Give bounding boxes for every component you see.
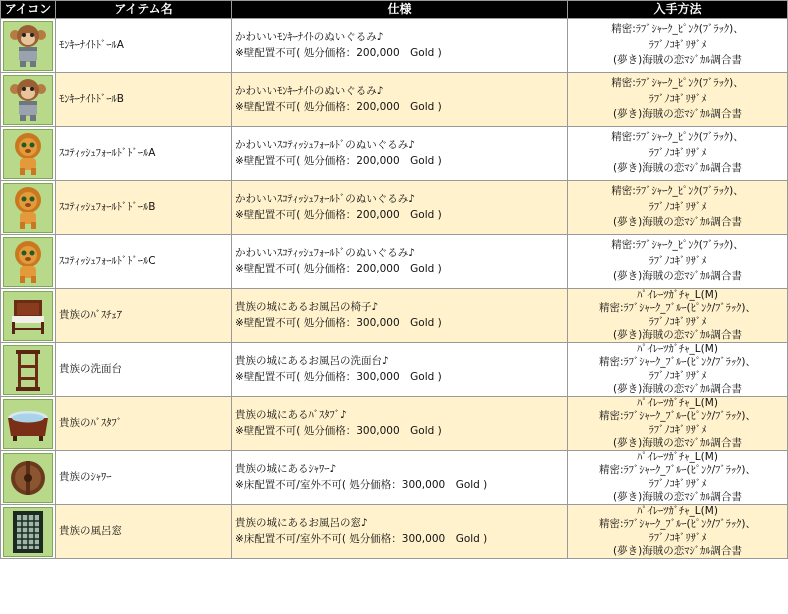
item-name: ｽｺﾃｨｯｼｭﾌｫｰﾙﾄﾞﾄﾞｰﾙB xyxy=(56,181,232,235)
obtain-line: ﾊﾟｲﾚｰﾂｶﾞﾁｬ_L(M) xyxy=(637,343,718,356)
table-row xyxy=(1,127,788,181)
bath-chair-icon xyxy=(3,291,53,341)
obtain-line: 精密:ﾗﾌﾞｼｬｰｸ_ﾌﾞﾙｰ(ﾋﾟﾝｸ/ﾌﾞﾗｯｸ)、 xyxy=(598,518,757,531)
obtain-line: 精密:ﾗﾌﾞｼｬｰｸ_ﾋﾟﾝｸ(ﾌﾞﾗｯｸ)、 xyxy=(611,23,744,36)
item-icon-cell xyxy=(1,235,56,289)
item-obtain xyxy=(568,73,788,127)
obtain-line: (夢き)海賊の恋ﾏｼﾞｶﾙ調合書 xyxy=(613,382,742,395)
spec-note: ※壁配置不可( 処分価格：300,000 Gold ) xyxy=(235,316,442,329)
spec-note: ※壁配置不可( 処分価格：200,000 Gold ) xyxy=(235,46,442,59)
obtain-line: ﾗﾌﾞﾉｺｷﾞﾘｻﾞﾒ xyxy=(648,315,707,328)
item-icon-cell xyxy=(1,505,56,559)
table-row xyxy=(1,181,788,235)
obtain-line: (夢き)海賊の恋ﾏｼﾞｶﾙ調合書 xyxy=(613,328,742,341)
obtain-line: ﾗﾌﾞﾉｺｷﾞﾘｻﾞﾒ xyxy=(648,369,707,382)
obtain-line: (夢き)海賊の恋ﾏｼﾞｶﾙ調合書 xyxy=(613,216,742,229)
item-spec xyxy=(232,73,568,127)
header-spec: 仕様 xyxy=(232,1,568,19)
table-row xyxy=(1,19,788,73)
spec-description: 貴族の城にあるｼｬﾜｰ♪ xyxy=(235,463,337,475)
spec-description: 貴族の城にあるお風呂の椅子♪ xyxy=(235,301,379,313)
obtain-line: ﾗﾌﾞﾉｺｷﾞﾘｻﾞﾒ xyxy=(648,423,707,436)
item-name: 貴族の風呂窓 xyxy=(56,505,232,559)
item-obtain xyxy=(568,343,788,397)
washstand-icon xyxy=(3,345,53,395)
obtain-line: (夢き)海賊の恋ﾏｼﾞｶﾙ調合書 xyxy=(613,270,742,283)
lion-doll-icon xyxy=(3,129,53,179)
spec-note: ※壁配置不可( 処分価格：200,000 Gold ) xyxy=(235,100,442,113)
item-spec xyxy=(232,505,568,559)
item-obtain xyxy=(568,289,788,343)
spec-note: ※床配置不可/室外不可( 処分価格：300,000 Gold ) xyxy=(235,532,488,545)
obtain-line: 精密:ﾗﾌﾞｼｬｰｸ_ﾋﾟﾝｸ(ﾌﾞﾗｯｸ)、 xyxy=(611,77,744,90)
monkey-doll-icon xyxy=(3,21,53,71)
item-spec xyxy=(232,451,568,505)
item-icon-cell xyxy=(1,289,56,343)
spec-description: かわいいｽｺﾃｨｯｼｭﾌｫｰﾙﾄﾞのぬいぐるみ♪ xyxy=(235,139,415,151)
item-icon-cell xyxy=(1,73,56,127)
obtain-line: 精密:ﾗﾌﾞｼｬｰｸ_ﾌﾞﾙｰ(ﾋﾟﾝｸ/ﾌﾞﾗｯｸ)、 xyxy=(598,302,757,315)
spec-note: ※壁配置不可( 処分価格：200,000 Gold ) xyxy=(235,262,442,275)
spec-description: かわいいｽｺﾃｨｯｼｭﾌｫｰﾙﾄﾞのぬいぐるみ♪ xyxy=(235,247,415,259)
header-row xyxy=(1,1,788,19)
item-name: ｽｺﾃｨｯｼｭﾌｫｰﾙﾄﾞﾄﾞｰﾙC xyxy=(56,235,232,289)
item-spec xyxy=(232,343,568,397)
item-name: ﾓﾝｷｰﾅｲﾄﾄﾞｰﾙA xyxy=(56,19,232,73)
obtain-line: ﾗﾌﾞﾉｺｷﾞﾘｻﾞﾒ xyxy=(648,531,707,544)
table-row xyxy=(1,343,788,397)
item-name: ﾓﾝｷｰﾅｲﾄﾄﾞｰﾙB xyxy=(56,73,232,127)
item-obtain xyxy=(568,397,788,451)
obtain-line: ﾗﾌﾞﾉｺｷﾞﾘｻﾞﾒ xyxy=(648,38,707,51)
item-spec xyxy=(232,19,568,73)
item-name: ｽｺﾃｨｯｼｭﾌｫｰﾙﾄﾞﾄﾞｰﾙA xyxy=(56,127,232,181)
table-row xyxy=(1,235,788,289)
obtain-line: (夢き)海賊の恋ﾏｼﾞｶﾙ調合書 xyxy=(613,436,742,449)
item-spec xyxy=(232,181,568,235)
spec-description: かわいいﾓﾝｷｰﾅｲﾄのぬいぐるみ♪ xyxy=(235,85,384,97)
obtain-line: ﾗﾌﾞﾉｺｷﾞﾘｻﾞﾒ xyxy=(648,146,707,159)
table-row xyxy=(1,73,788,127)
table-row xyxy=(1,505,788,559)
item-obtain xyxy=(568,235,788,289)
spec-description: 貴族の城にあるﾊﾞｽﾀﾌﾞ♪ xyxy=(235,409,347,421)
item-icon-cell xyxy=(1,343,56,397)
obtain-line: ﾊﾟｲﾚｰﾂｶﾞﾁｬ_L(M) xyxy=(637,289,718,302)
obtain-line: 精密:ﾗﾌﾞｼｬｰｸ_ﾌﾞﾙｰ(ﾋﾟﾝｸ/ﾌﾞﾗｯｸ)、 xyxy=(598,356,757,369)
item-spec xyxy=(232,289,568,343)
item-name: 貴族のﾊﾞｽﾀﾌﾞ xyxy=(56,397,232,451)
item-name: 貴族の洗面台 xyxy=(56,343,232,397)
item-spec xyxy=(232,127,568,181)
obtain-line: (夢き)海賊の恋ﾏｼﾞｶﾙ調合書 xyxy=(613,54,742,67)
obtain-line: 精密:ﾗﾌﾞｼｬｰｸ_ﾋﾟﾝｸ(ﾌﾞﾗｯｸ)、 xyxy=(611,239,744,252)
obtain-line: (夢き)海賊の恋ﾏｼﾞｶﾙ調合書 xyxy=(613,108,742,121)
obtain-line: 精密:ﾗﾌﾞｼｬｰｸ_ﾌﾞﾙｰ(ﾋﾟﾝｸ/ﾌﾞﾗｯｸ)、 xyxy=(598,464,757,477)
lion-doll-icon xyxy=(3,237,53,287)
obtain-line: 精密:ﾗﾌﾞｼｬｰｸ_ﾋﾟﾝｸ(ﾌﾞﾗｯｸ)、 xyxy=(611,131,744,144)
spec-description: かわいいｽｺﾃｨｯｼｭﾌｫｰﾙﾄﾞのぬいぐるみ♪ xyxy=(235,193,415,205)
header-item-name: アイテム名 xyxy=(56,1,232,19)
spec-note: ※床配置不可/室外不可( 処分価格：300,000 Gold ) xyxy=(235,478,488,491)
bathtub-icon xyxy=(3,399,53,449)
spec-description: かわいいﾓﾝｷｰﾅｲﾄのぬいぐるみ♪ xyxy=(235,31,384,43)
window-icon xyxy=(3,507,53,557)
spec-note: ※壁配置不可( 処分価格：300,000 Gold ) xyxy=(235,424,442,437)
item-name: 貴族のﾊﾞｽﾁｪｱ xyxy=(56,289,232,343)
item-obtain xyxy=(568,19,788,73)
item-spec xyxy=(232,397,568,451)
spec-description: 貴族の城にあるお風呂の洗面台♪ xyxy=(235,355,389,367)
spec-note: ※壁配置不可( 処分価格：200,000 Gold ) xyxy=(235,208,442,221)
obtain-line: ﾊﾟｲﾚｰﾂｶﾞﾁｬ_L(M) xyxy=(637,505,718,518)
obtain-line: ﾊﾟｲﾚｰﾂｶﾞﾁｬ_L(M) xyxy=(637,451,718,464)
item-obtain xyxy=(568,127,788,181)
item-icon-cell xyxy=(1,451,56,505)
table-row xyxy=(1,451,788,505)
obtain-line: 精密:ﾗﾌﾞｼｬｰｸ_ﾋﾟﾝｸ(ﾌﾞﾗｯｸ)、 xyxy=(611,185,744,198)
item-icon-cell xyxy=(1,127,56,181)
item-obtain xyxy=(568,451,788,505)
obtain-line: (夢き)海賊の恋ﾏｼﾞｶﾙ調合書 xyxy=(613,490,742,503)
item-obtain xyxy=(568,505,788,559)
table-row xyxy=(1,289,788,343)
item-obtain xyxy=(568,181,788,235)
spec-description: 貴族の城にあるお風呂の窓♪ xyxy=(235,517,368,529)
header-obtain: 入手方法 xyxy=(568,1,788,19)
spec-note: ※壁配置不可( 処分価格：300,000 Gold ) xyxy=(235,370,442,383)
shower-icon xyxy=(3,453,53,503)
obtain-line: ﾗﾌﾞﾉｺｷﾞﾘｻﾞﾒ xyxy=(648,200,707,213)
obtain-line: ﾗﾌﾞﾉｺｷﾞﾘｻﾞﾒ xyxy=(648,254,707,267)
monkey-doll-icon xyxy=(3,75,53,125)
obtain-line: (夢き)海賊の恋ﾏｼﾞｶﾙ調合書 xyxy=(613,544,742,557)
table-row xyxy=(1,397,788,451)
item-spec xyxy=(232,235,568,289)
obtain-line: ﾗﾌﾞﾉｺｷﾞﾘｻﾞﾒ xyxy=(648,477,707,490)
lion-doll-icon xyxy=(3,183,53,233)
header-icon: アイコン xyxy=(1,1,56,19)
item-icon-cell xyxy=(1,181,56,235)
item-name: 貴族のｼｬﾜｰ xyxy=(56,451,232,505)
spec-note: ※壁配置不可( 処分価格：200,000 Gold ) xyxy=(235,154,442,167)
item-icon-cell xyxy=(1,397,56,451)
obtain-line: 精密:ﾗﾌﾞｼｬｰｸ_ﾌﾞﾙｰ(ﾋﾟﾝｸ/ﾌﾞﾗｯｸ)、 xyxy=(598,410,757,423)
obtain-line: (夢き)海賊の恋ﾏｼﾞｶﾙ調合書 xyxy=(613,162,742,175)
obtain-line: ﾗﾌﾞﾉｺｷﾞﾘｻﾞﾒ xyxy=(648,92,707,105)
obtain-line: ﾊﾟｲﾚｰﾂｶﾞﾁｬ_L(M) xyxy=(637,397,718,410)
item-icon-cell xyxy=(1,19,56,73)
